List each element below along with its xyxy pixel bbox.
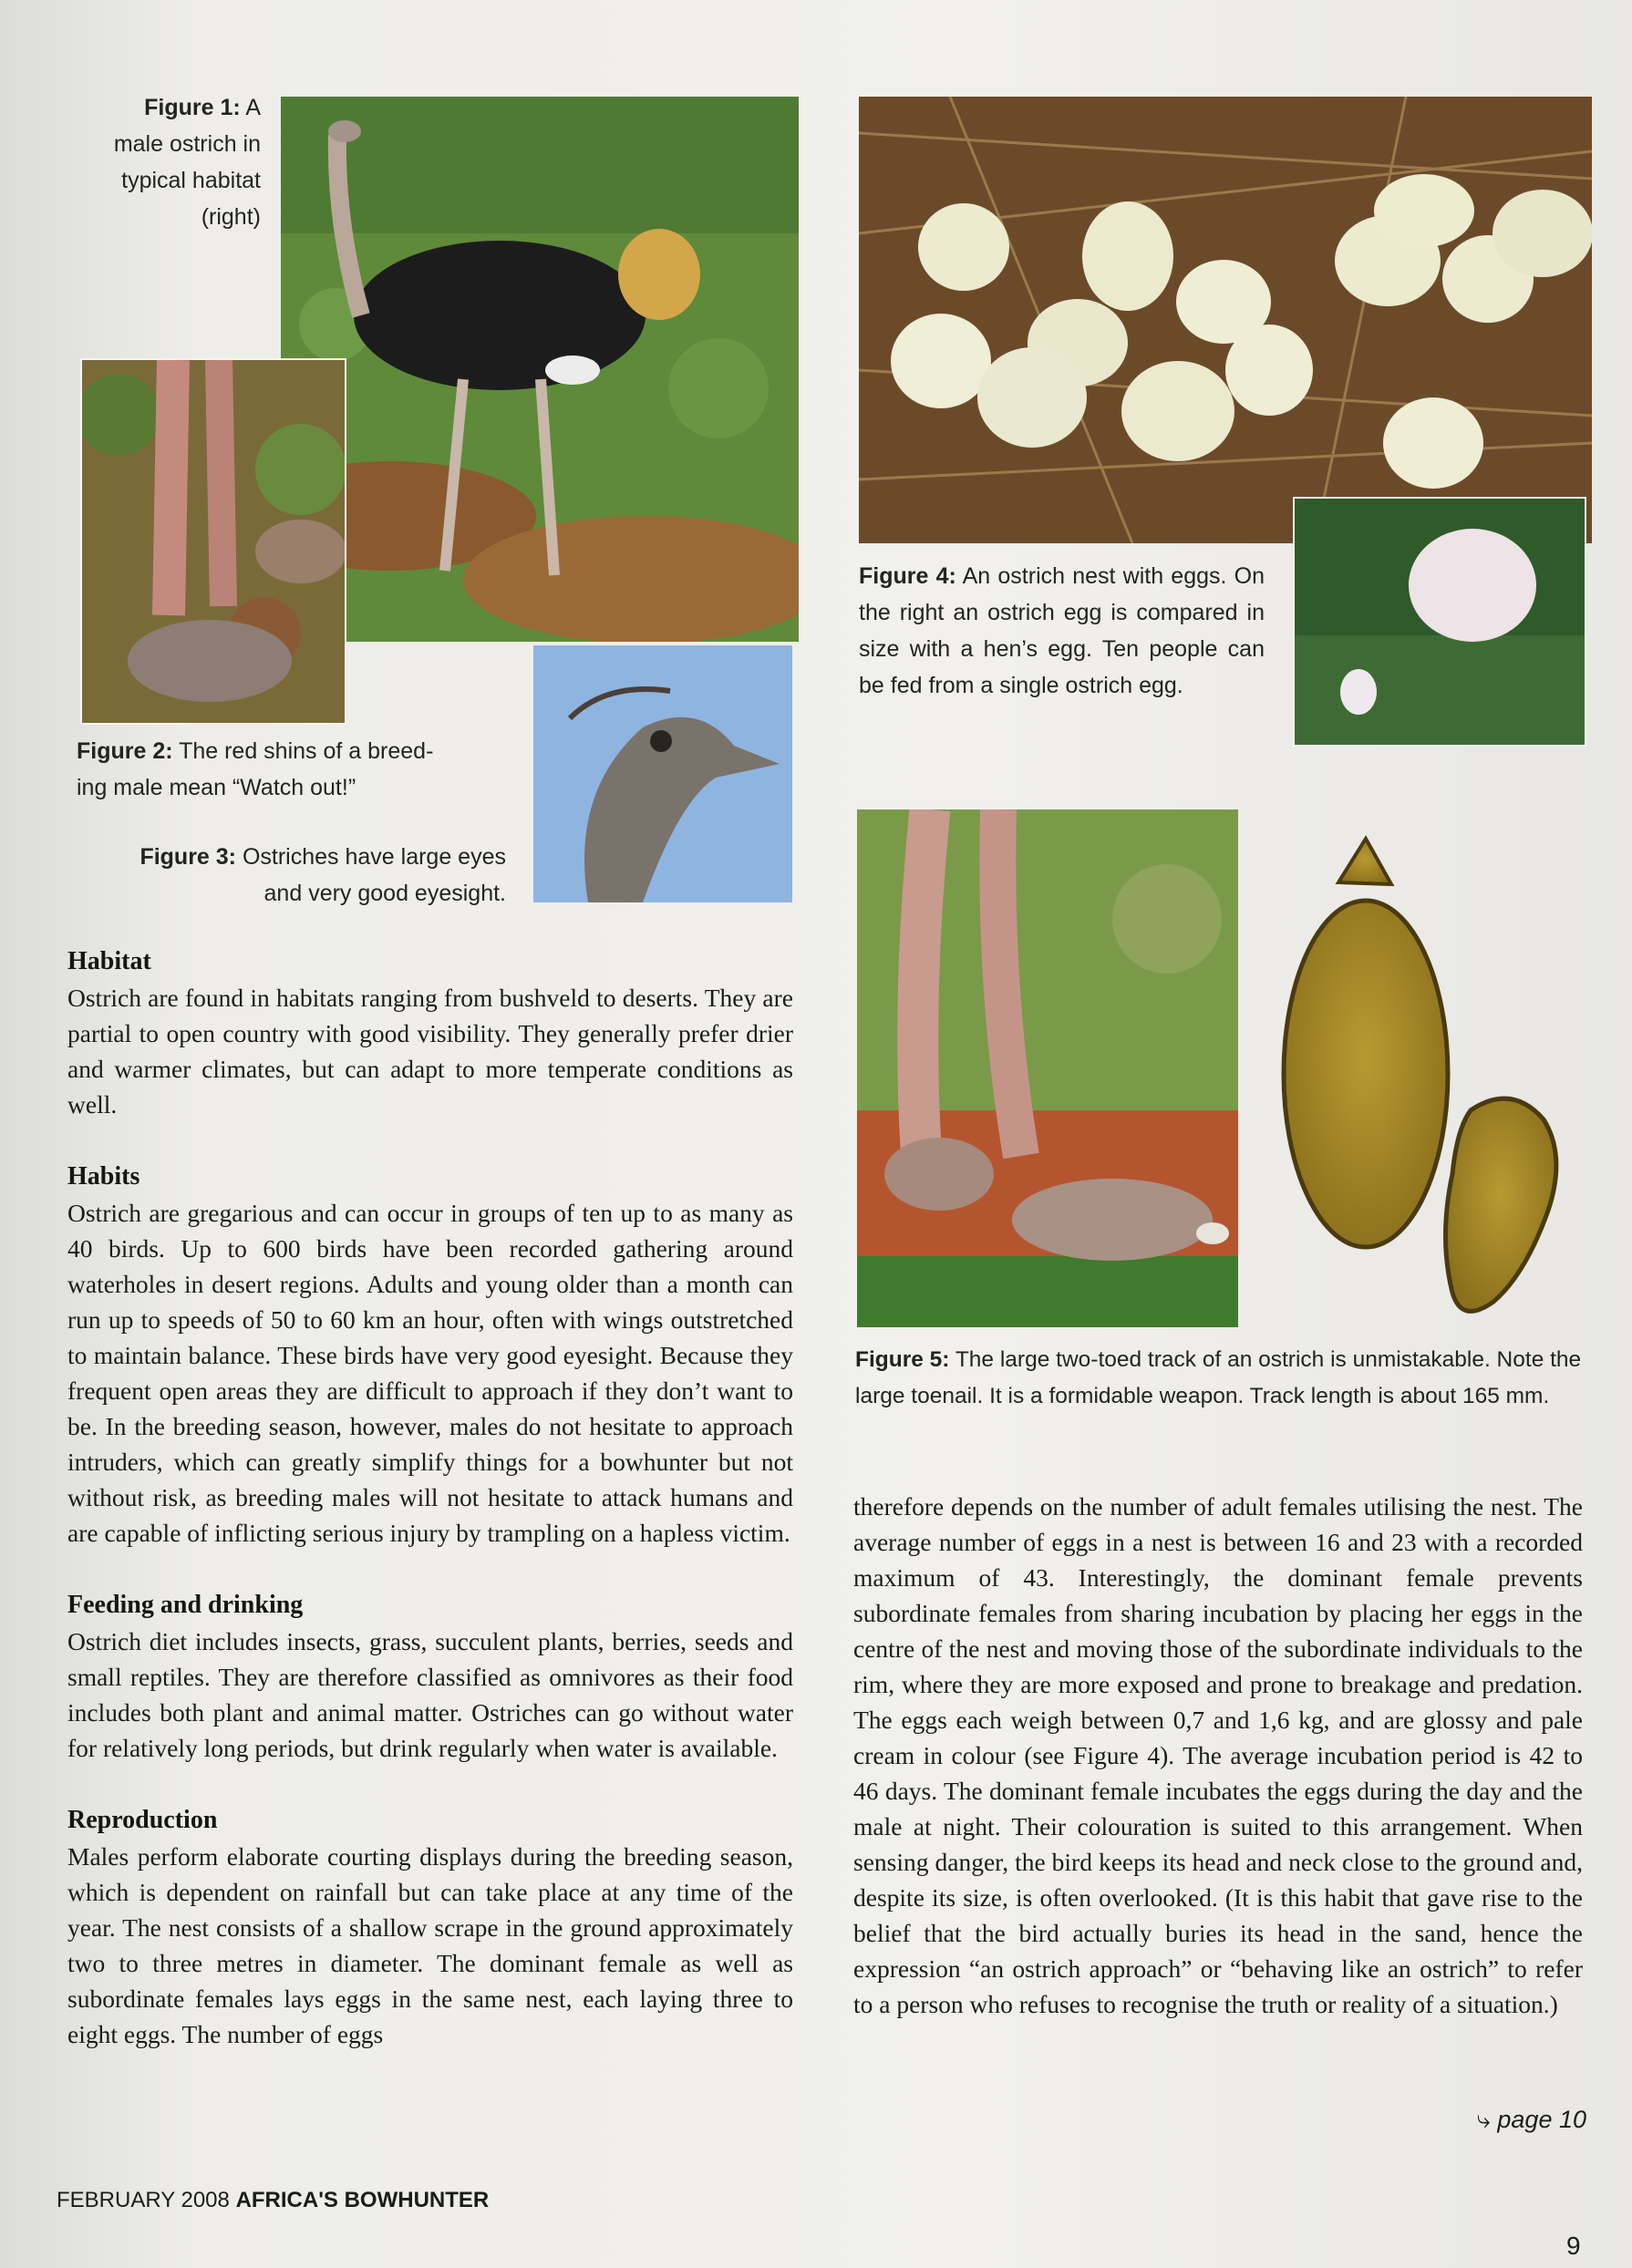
section-body: Males perform elaborate courting displays during the breeding season, which is dependent on rainfall but can take place at any time of the year. The nest consists of a shallow scrape in the ground approximately two to three metres in diameter. The dominant female as well as subordinate females lays eggs in the same nest, each laying three to eight eggs. The number of eggs (67, 1842, 793, 2048)
section-body: Ostrich diet includes insects, grass, succulent plants, berries, seeds and small reptiles. They are therefore classified as omnivores as their food includes both plant and animal matter. Ostriches can go without water for relatively long periods, but drink regularly when water is available. (67, 1627, 793, 1762)
figure-4-egg-size-photo (1293, 497, 1586, 747)
figure-3-caption (91, 839, 506, 912)
figure-5-track-illustration (1275, 828, 1566, 1338)
figure-2-caption (77, 733, 514, 806)
section-body: Ostrich are found in habitats ranging from bushveld to deserts. They are partial to open country with good visibility. They generally prefer drier and warmer climates, but can adapt to more temperate conditions as well. (67, 984, 793, 1119)
figure-1-text-line: (right) (201, 204, 261, 230)
arrow-icon: ⤷ (1476, 2106, 1491, 2133)
figure-3-text-line: and very good eyesight. (263, 881, 506, 906)
figure-4-label: Figure 4: (859, 563, 956, 589)
section-body: Ostrich are gregarious and can occur in groups of ten up to as many as 40 birds. Up to 600 birds have been recorded gathering around waterholes in desert regions. Adults and young older than a month can run up to speeds of 50 to 60 km an hour, often with wings outstretched to maintain balance. These birds have very good eyesight. Because they frequent open areas they are difficult to approach if they don’t want to be. In the breeding season, however, males do not hesitate to approach intruders, which can greatly simplify things for a bowhunter but not without risk, as breeding males will not hesitate to attack humans and are capable of inflicting serious injury by trampling on a hapless victim. (67, 1199, 793, 1547)
figure-4-nest-photo (859, 97, 1592, 543)
figure-1-text-line: male ostrich in (113, 131, 261, 157)
figure-5-text: The large two-toed track of an ostrich is unmistakable. Note the large toenail. It is a formidable weapon. Track length is about 165 mm. (855, 1347, 1582, 1408)
figure-2-photo (80, 358, 346, 725)
figure-1-text-line: typical habitat (121, 168, 261, 193)
figure-5-label: Figure 5: (855, 1347, 950, 1372)
footer-date: FEBRUARY 2008 (57, 2188, 230, 2212)
continued-page-text: page 10 (1497, 2106, 1586, 2133)
right-column (853, 1489, 1583, 2022)
left-column (67, 943, 793, 2052)
figure-4-text: An ostrich nest with eggs. On the right an ostrich egg is compared in size with a hen’s egg. Ten people can be fed from a single ostrich egg. (859, 563, 1265, 698)
continued-on-page (1477, 2106, 1586, 2135)
figure-2-text-line: The red shins of a breed- (179, 738, 434, 764)
section-heading: Reproduction (67, 1806, 218, 1834)
figure-1-caption (55, 89, 261, 235)
figure-1-label: Figure 1: (144, 95, 241, 120)
figure-5-caption (855, 1342, 1585, 1415)
figure-3-photo (533, 645, 792, 902)
figure-4-caption (859, 558, 1265, 704)
section-heading: Habitat (67, 947, 151, 975)
footer (57, 2188, 489, 2213)
right-column-body: therefore depends on the number of adult females utilising the nest. The average number of eggs in a nest is between 16 and 23 with a recorded maximum of 43. Interestingly, the dominant female prevents subordinate females from sharing incubation by placing her eggs in the centre of the nest and moving those of the subordinate individuals to the rim, where they are more exposed and prone to breakage and predation. The eggs each weigh between 0,7 and 1,6 kg, and are glossy and pale cream in colour (see Figure 4). The average incubation period is 42 to 46 days. The dominant female incubates the eggs during the day and the male at night. Their colouration is suited to this arrangement. When sensing danger, the bird keeps its head and neck close to the ground and, despite its size, is often overlooked. (It is this habit that gave rise to the belief that the bird actually buries its head in the sand, hence the expression “an ostrich approach” or “behaving like an ostrich” to refer to a person who refuses to recognise the truth or reality of a situation.) (853, 1492, 1583, 2018)
figure-3-label: Figure 3: (139, 844, 237, 870)
figure-2-text-line: ing male mean “Watch out!” (77, 775, 356, 800)
figure-5-feet-photo (857, 809, 1238, 1327)
figure-1-photo (281, 97, 799, 642)
figure-2-label: Figure 2: (77, 738, 173, 764)
page-number: 9 (1566, 2232, 1581, 2260)
figure-3-text-line: Ostriches have large eyes (242, 844, 506, 870)
section-heading: Habits (67, 1162, 140, 1191)
footer-magazine: AFRICA'S BOWHUNTER (235, 2188, 490, 2212)
figure-1-text-line: A (245, 95, 261, 120)
section-heading: Feeding and drinking (67, 1591, 304, 1619)
